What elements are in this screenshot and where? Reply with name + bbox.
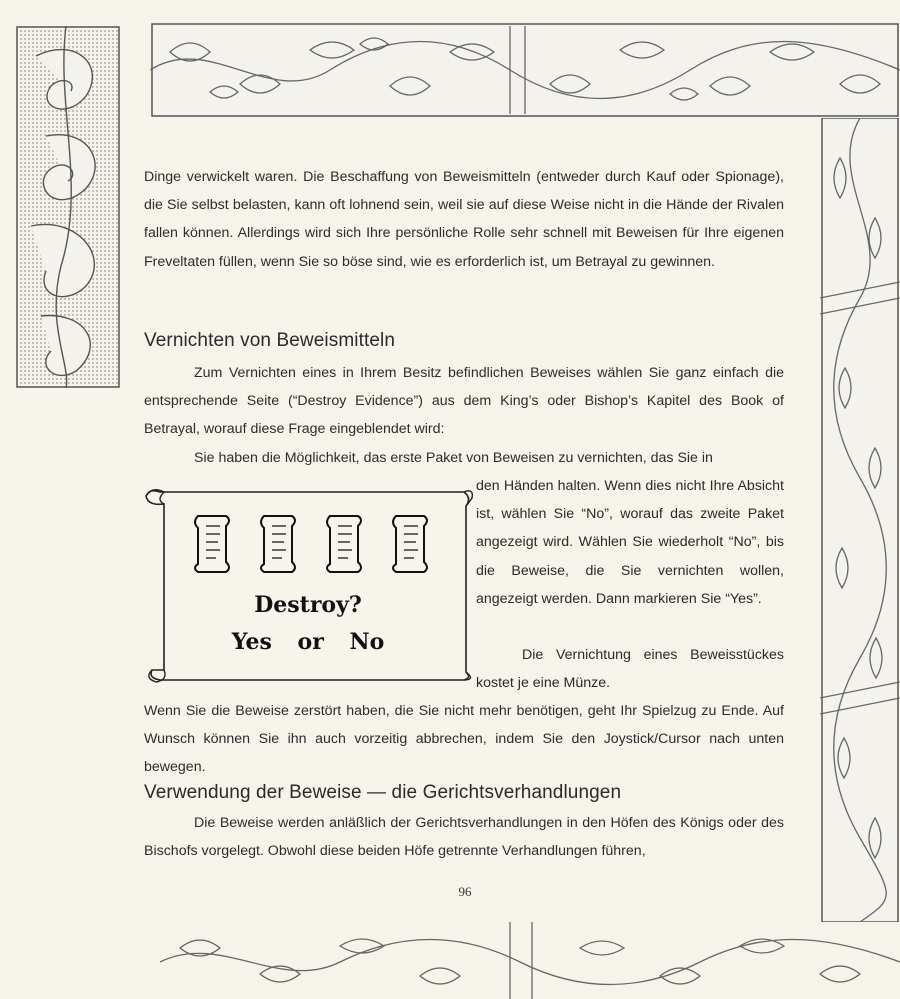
paragraph-3-wrap: den Händen halten. Wenn dies nicht Ihre Absicht ist, wählen Sie “No”, worauf das zweite Paket angezeigt wird. Wählen Sie wiederholt “No”, bis die Beweise, die Sie vernichten wollen, angezeigt werden. Dann markieren Sie “Yes”. bbox=[476, 478, 784, 607]
scroll-answer-options: Yes or No bbox=[231, 629, 385, 655]
page-number: 96 bbox=[458, 884, 472, 899]
paragraph-4-wrap-block bbox=[476, 641, 784, 697]
section-heading-usage: Verwendung der Beweise — die Gerichtsverhandlungen bbox=[144, 782, 622, 803]
section-heading-destroy: Vernichten von Beweismitteln bbox=[144, 330, 395, 351]
scroll-icon bbox=[393, 516, 427, 572]
scroll-icon bbox=[327, 516, 361, 572]
paragraph-5: Die Beweise werden anläßlich der Gerichtsverhandlungen in den Höfen des Königs oder des Bischofs vorgelegt. Obwohl diese beiden Höfe getrennte Verhandlungen führen, bbox=[144, 815, 784, 860]
paragraph-1: Dinge verwickelt waren. Die Beschaffung von Beweismitteln (entweder durch Kauf oder Spionage), die Sie selbst belasten, kann oft lohnend sein, weil sie auf diese Weise nicht in die Hände der Rivalen fallen können. Allerdings wird sich Ihre persönliche Rolle sehr schnell mit Beweisen für Ihre eigenen Freveltaten füllen, wenn Sie so böse sind, wie es erforderlich ist, um Betrayal zu gewinnen. bbox=[144, 169, 784, 270]
scroll-question: Destroy? bbox=[254, 592, 362, 618]
paragraph-usage bbox=[144, 809, 784, 865]
paragraph-2: Zum Vernichten eines in Ihrem Besitz befindlichen Beweises wählen Sie ganz einfach die entsprechende Seite (“Destroy Evidence”) aus dem King’s oder Bishop’s Kapitel des Book of Betrayal, worauf diese Frage eingeblendet wird: bbox=[144, 365, 784, 438]
paragraph-4-rest: Wenn Sie die Beweise zerstört haben, die Sie nicht mehr benötigen, geht Ihr Spielzug zu Ende. Auf Wunsch können Sie ihn auch vorzeitig abbrechen, indem Sie den Joystick/Cursor nach unten bewegen. bbox=[144, 703, 784, 776]
paragraph-3-lead: Sie haben die Möglichkeit, das erste Paket von Beweisen zu vernichten, das Sie in bbox=[194, 449, 713, 466]
scroll-icon bbox=[261, 516, 295, 572]
destroy-evidence-scroll-illustration bbox=[142, 484, 474, 684]
paragraph-3-wrap-block bbox=[476, 472, 784, 613]
top-leaf-border bbox=[150, 22, 900, 118]
paragraph-4-wrap: Die Vernichtung eines Beweisstückes kostet je eine Münze. bbox=[476, 647, 784, 692]
acanthus-corner-panel bbox=[16, 26, 120, 388]
bottom-leaf-border bbox=[160, 922, 900, 999]
paragraph-destroy bbox=[144, 359, 784, 472]
scroll-icon bbox=[195, 516, 229, 572]
paragraph-intro bbox=[144, 163, 784, 276]
paragraph-4-rest-block bbox=[144, 697, 784, 782]
right-leaf-border bbox=[820, 118, 900, 922]
